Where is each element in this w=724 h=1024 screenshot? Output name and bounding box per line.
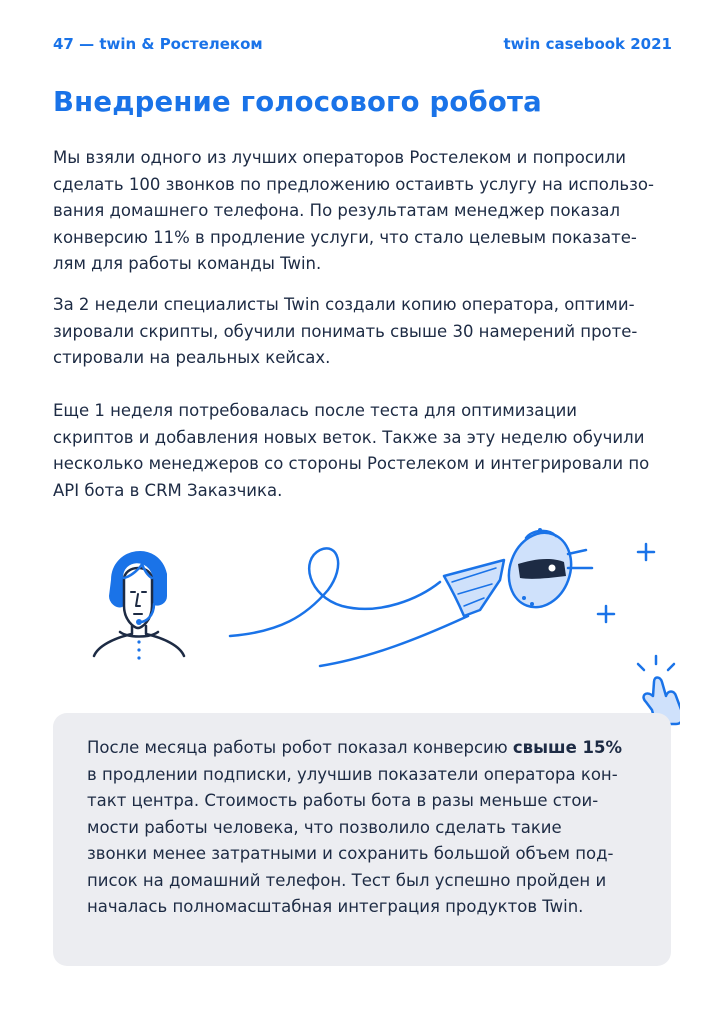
conversion-highlight: свыше 15% xyxy=(512,738,623,757)
signal-trail-lower xyxy=(320,616,468,666)
result-callout xyxy=(53,713,671,966)
operator-headset-icon xyxy=(94,552,184,660)
flying-robot-icon xyxy=(444,524,592,616)
text-line: началась полномасштабная интеграция продуктов Twin. xyxy=(87,897,584,916)
text-line: вания домашнего телефона. По результатам менеджер показал xyxy=(53,201,621,220)
text-line: в продлении подписки, улучшив показатели оператора кон- xyxy=(87,764,618,784)
operator-to-robot-illustration xyxy=(80,520,680,740)
text-line: За 2 недели специалисты Twin создали копию оператора, оптими- xyxy=(53,295,635,314)
signal-trail xyxy=(230,548,440,636)
text-line: несколько менеджеров со стороны Ростелеком и интегрировали по xyxy=(53,454,650,473)
callout-text xyxy=(87,735,622,921)
paragraph-intro xyxy=(53,145,678,278)
casebook-label: twin casebook 2021 xyxy=(503,35,672,53)
paragraph-integration xyxy=(53,398,678,504)
text-line: такт центра. Стоимость работы бота в разы меньше стои- xyxy=(87,791,599,810)
text-line xyxy=(87,735,622,762)
text-line: сделать 100 звонков по предложению остаивть услугу на использо- xyxy=(53,174,654,194)
text-line: Мы взяли одного из лучших операторов Ростелеком и попросили xyxy=(53,148,626,167)
text-line: API бота в CRM Заказчика. xyxy=(53,480,283,500)
text-line: стировали на реальных кейсах. xyxy=(53,348,331,367)
text-line: скриптов и добавления новых веток. Также за эту неделю обучили xyxy=(53,427,645,447)
text-line: мости работы человека, что позволило сделать такие xyxy=(87,817,562,837)
page-title: Внедрение голосового робота xyxy=(53,86,542,118)
sparkle-icon xyxy=(598,544,654,622)
text-line: звонки менее затратными и сохранить большой объем под- xyxy=(87,844,614,863)
text-line: Еще 1 неделя потребовалась после теста для оптимизации xyxy=(53,401,578,420)
text-line: зировали скрипты, обучили понимать свыше 30 намерений протe- xyxy=(53,321,638,341)
text-line: конверсию 11% в продление услуги, что стало целевым показате- xyxy=(53,227,637,247)
text-line: лям для работы команды Twin. xyxy=(53,254,322,273)
page-header xyxy=(53,35,672,53)
paragraph-development xyxy=(53,292,678,372)
page-number-title: 47 — twin & Ростелеком xyxy=(53,35,263,53)
text-line: писок на домашний телефон. Тест был успешно пройден и xyxy=(87,870,607,890)
callout-line-start: После месяца работы робот показал конверсию xyxy=(87,738,513,757)
